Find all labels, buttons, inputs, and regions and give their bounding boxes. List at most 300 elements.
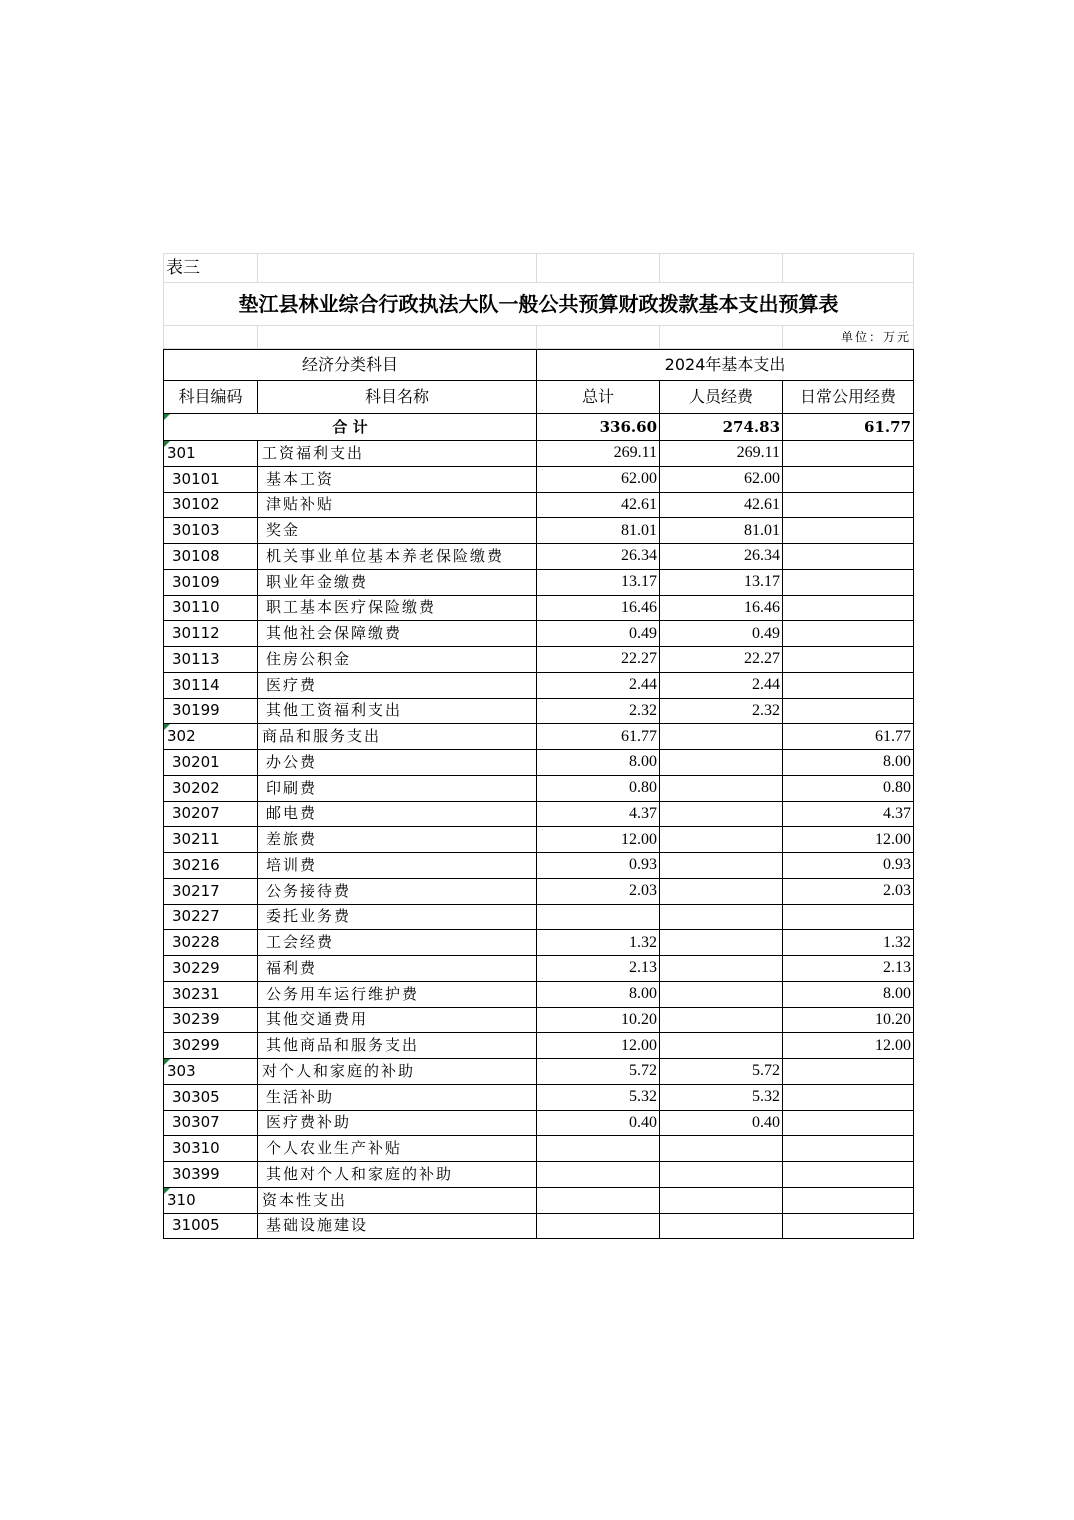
row-code [164, 544, 258, 570]
row-total [537, 1110, 660, 1136]
row-public [783, 698, 914, 724]
row-code-text: 310 [167, 1190, 196, 1209]
row-personnel [660, 750, 783, 776]
row-code-text: 30310 [172, 1139, 220, 1158]
row-code-text: 30102 [172, 495, 220, 514]
row-public [783, 1110, 914, 1136]
row-name [258, 698, 537, 724]
table-row [164, 956, 914, 982]
row-name-text: 其他工资福利支出 [266, 701, 403, 720]
table-row [164, 775, 914, 801]
row-personnel [660, 775, 783, 801]
row-name-text: 个人农业生产补贴 [266, 1139, 403, 1158]
row-total [537, 750, 660, 776]
row-code [164, 827, 258, 853]
row-code [164, 441, 258, 467]
row-total [537, 1033, 660, 1059]
row-total [537, 904, 660, 930]
row-public [783, 1033, 914, 1059]
row-total-text: 42.61 [621, 495, 658, 513]
row-total-text: 2.03 [629, 882, 658, 900]
row-total [537, 647, 660, 673]
row-personnel [660, 621, 783, 647]
row-total-text: 26.34 [621, 547, 658, 565]
table-row [164, 698, 914, 724]
unit-label: 单位：万元 [783, 326, 914, 349]
table-row [164, 1110, 914, 1136]
row-public [783, 827, 914, 853]
header-econ-class: 经济分类科目 [164, 350, 537, 381]
header-total: 总计 [537, 381, 660, 414]
row-code [164, 956, 258, 982]
row-code [164, 801, 258, 827]
table-row [164, 1136, 914, 1162]
row-public [783, 930, 914, 956]
row-personnel-text: 5.32 [752, 1088, 781, 1106]
row-code-text: 31005 [172, 1216, 220, 1235]
row-code [164, 1213, 258, 1239]
row-public [783, 595, 914, 621]
row-code [164, 1033, 258, 1059]
row-public-text: 8.00 [883, 985, 912, 1003]
row-name-text: 生活补助 [266, 1087, 335, 1106]
row-code-text: 30399 [172, 1164, 220, 1183]
row-personnel [660, 1213, 783, 1239]
table-label: 表三 [164, 254, 258, 283]
row-personnel [660, 441, 783, 467]
row-code-text: 30231 [172, 984, 220, 1003]
row-name-text: 福利费 [266, 958, 318, 977]
row-total-text: 5.72 [629, 1062, 658, 1080]
table-row [164, 1187, 914, 1213]
row-name [258, 1110, 537, 1136]
row-total-text: 1.32 [629, 933, 658, 951]
table-row [164, 466, 914, 492]
row-public-text: 10.20 [875, 1010, 912, 1028]
row-name-text: 差旅费 [266, 830, 318, 849]
total-row [164, 414, 914, 441]
row-total-text: 62.00 [621, 470, 658, 488]
table-row [164, 904, 914, 930]
row-code [164, 750, 258, 776]
row-name [258, 647, 537, 673]
row-total-text: 12.00 [621, 830, 658, 848]
row-public [783, 956, 914, 982]
row-personnel [660, 569, 783, 595]
row-public [783, 518, 914, 544]
row-total-text: 13.17 [621, 573, 658, 591]
header-personnel: 人员经费 [660, 381, 783, 414]
row-name [258, 801, 537, 827]
row-personnel [660, 930, 783, 956]
row-personnel-text: 0.40 [752, 1113, 781, 1131]
row-name-text: 基础设施建设 [266, 1216, 369, 1235]
row-personnel-text: 62.00 [744, 470, 781, 488]
row-name-text: 奖金 [266, 521, 301, 540]
table-row [164, 672, 914, 698]
row-total [537, 492, 660, 518]
row-total [537, 1187, 660, 1213]
row-name [258, 853, 537, 879]
row-personnel-text: 42.61 [744, 495, 781, 513]
row-personnel [660, 904, 783, 930]
row-total [537, 544, 660, 570]
row-personnel [660, 544, 783, 570]
row-code [164, 1084, 258, 1110]
row-code [164, 621, 258, 647]
total-label [164, 414, 537, 441]
row-name-text: 其他对个人和家庭的补助 [266, 1164, 454, 1183]
row-public [783, 750, 914, 776]
row-public [783, 544, 914, 570]
table-row [164, 827, 914, 853]
total-public: 61.77 [783, 414, 914, 441]
row-total [537, 1007, 660, 1033]
row-public [783, 853, 914, 879]
row-public-text: 61.77 [875, 727, 912, 745]
row-name [258, 750, 537, 776]
header-public: 日常公用经费 [783, 381, 914, 414]
table-row [164, 1084, 914, 1110]
row-name [258, 724, 537, 750]
row-total-text: 5.32 [629, 1088, 658, 1106]
row-total-text: 12.00 [621, 1036, 658, 1054]
row-name-text: 其他社会保障缴费 [266, 624, 403, 643]
row-public [783, 981, 914, 1007]
row-public-text: 0.93 [883, 856, 912, 874]
row-total [537, 981, 660, 1007]
row-code-text: 30109 [172, 572, 220, 591]
row-total-text: 269.11 [613, 444, 658, 462]
row-total [537, 1136, 660, 1162]
row-name-text: 对个人和家庭的补助 [262, 1061, 416, 1080]
row-public [783, 1187, 914, 1213]
row-personnel-text: 269.11 [736, 444, 781, 462]
row-public [783, 672, 914, 698]
table-row [164, 750, 914, 776]
row-name [258, 1059, 537, 1085]
row-name-text: 职业年金缴费 [266, 572, 369, 591]
header-year-group: 2024年基本支出 [537, 350, 914, 381]
row-total [537, 569, 660, 595]
header-name: 科目名称 [258, 381, 537, 414]
total-total: 336.60 [537, 414, 660, 441]
row-total [537, 1059, 660, 1085]
row-total [537, 621, 660, 647]
row-public [783, 775, 914, 801]
row-name-text: 商品和服务支出 [262, 727, 382, 746]
row-name [258, 595, 537, 621]
row-code-text: 30211 [172, 830, 220, 849]
row-code-text: 30202 [172, 778, 220, 797]
row-personnel-text: 13.17 [744, 573, 781, 591]
row-personnel-text: 81.01 [744, 521, 781, 539]
row-personnel [660, 1059, 783, 1085]
row-name-text: 邮电费 [266, 804, 318, 823]
row-personnel [660, 981, 783, 1007]
table-row [164, 544, 914, 570]
row-name-text: 机关事业单位基本养老保险缴费 [266, 546, 505, 565]
row-code-text: 30217 [172, 881, 220, 900]
row-total-text: 2.32 [629, 701, 658, 719]
row-name-text: 培训费 [266, 855, 318, 874]
row-name [258, 1213, 537, 1239]
row-total [537, 775, 660, 801]
row-name-text: 津贴补贴 [266, 495, 335, 514]
row-code [164, 1059, 258, 1085]
row-name [258, 1162, 537, 1188]
row-name-text: 工资福利支出 [262, 443, 365, 462]
row-code-text: 30110 [172, 598, 220, 617]
row-code-text: 30229 [172, 958, 220, 977]
row-personnel [660, 1162, 783, 1188]
row-name [258, 672, 537, 698]
cell-marker-icon [164, 414, 170, 420]
row-personnel [660, 956, 783, 982]
row-total [537, 698, 660, 724]
table-row [164, 1033, 914, 1059]
row-code [164, 981, 258, 1007]
row-name [258, 544, 537, 570]
row-personnel [660, 647, 783, 673]
row-total [537, 853, 660, 879]
row-public [783, 621, 914, 647]
page-title: 垫江县林业综合行政执法大队一般公共预算财政拨款基本支出预算表 [164, 283, 914, 326]
row-code-text: 30227 [172, 907, 220, 926]
row-public [783, 1162, 914, 1188]
row-personnel [660, 518, 783, 544]
row-name [258, 956, 537, 982]
row-public-text: 8.00 [883, 753, 912, 771]
row-public-text: 4.37 [883, 804, 912, 822]
row-public [783, 466, 914, 492]
row-code-text: 30307 [172, 1113, 220, 1132]
table-row [164, 1007, 914, 1033]
table-row [164, 441, 914, 467]
row-total-text: 81.01 [621, 521, 658, 539]
table-row [164, 647, 914, 673]
row-total-text: 0.49 [629, 624, 658, 642]
row-total-text: 2.13 [629, 959, 658, 977]
table-row [164, 1162, 914, 1188]
row-name [258, 1136, 537, 1162]
row-personnel [660, 1136, 783, 1162]
row-public [783, 1084, 914, 1110]
row-code [164, 492, 258, 518]
row-personnel [660, 1187, 783, 1213]
row-code [164, 569, 258, 595]
row-total [537, 956, 660, 982]
row-public [783, 724, 914, 750]
row-code-text: 30108 [172, 546, 220, 565]
row-public [783, 1213, 914, 1239]
row-code [164, 853, 258, 879]
row-public-text: 0.80 [883, 779, 912, 797]
table-row [164, 801, 914, 827]
row-code-text: 30103 [172, 521, 220, 540]
row-name-text: 公务用车运行维护费 [266, 984, 420, 1003]
row-code [164, 672, 258, 698]
row-name [258, 492, 537, 518]
row-public-text: 2.13 [883, 959, 912, 977]
row-code [164, 466, 258, 492]
row-total-text: 2.44 [629, 676, 658, 694]
row-name [258, 1007, 537, 1033]
row-public [783, 1136, 914, 1162]
row-personnel-text: 0.49 [752, 624, 781, 642]
row-total-text: 61.77 [621, 727, 658, 745]
cell-marker-icon [164, 441, 170, 447]
budget-sheet [163, 253, 913, 1239]
row-name [258, 775, 537, 801]
row-code [164, 878, 258, 904]
row-personnel [660, 698, 783, 724]
row-code [164, 518, 258, 544]
row-public-text: 12.00 [875, 830, 912, 848]
row-personnel [660, 1007, 783, 1033]
row-code [164, 724, 258, 750]
row-name [258, 981, 537, 1007]
row-total [537, 724, 660, 750]
row-code [164, 1007, 258, 1033]
row-code-text: 30201 [172, 752, 220, 771]
row-total-text: 0.40 [629, 1113, 658, 1131]
row-code-text: 30112 [172, 624, 220, 643]
row-personnel-text: 2.32 [752, 701, 781, 719]
row-name [258, 1033, 537, 1059]
row-personnel-text: 26.34 [744, 547, 781, 565]
table-row [164, 1213, 914, 1239]
row-total [537, 930, 660, 956]
row-name [258, 827, 537, 853]
row-name-text: 医疗费补助 [266, 1113, 352, 1132]
row-name-text: 委托业务费 [266, 907, 352, 926]
row-code [164, 1187, 258, 1213]
row-name [258, 621, 537, 647]
row-code-text: 30101 [172, 469, 220, 488]
row-total-text: 0.93 [629, 856, 658, 874]
row-total-text: 16.46 [621, 598, 658, 616]
row-code-text: 303 [167, 1061, 196, 1080]
row-code-text: 30299 [172, 1036, 220, 1055]
row-total [537, 466, 660, 492]
row-public [783, 1007, 914, 1033]
row-public [783, 904, 914, 930]
row-personnel [660, 466, 783, 492]
row-total-text: 4.37 [629, 804, 658, 822]
row-public [783, 569, 914, 595]
row-personnel [660, 1110, 783, 1136]
sheet-header [163, 253, 914, 349]
table-row [164, 492, 914, 518]
row-name-text: 工会经费 [266, 933, 335, 952]
row-total-text: 10.20 [621, 1010, 658, 1028]
row-code-text: 30114 [172, 675, 220, 694]
row-name-text: 其他交通费用 [266, 1010, 369, 1029]
row-code [164, 1162, 258, 1188]
row-name [258, 1187, 537, 1213]
row-name-text: 基本工资 [266, 469, 335, 488]
row-name [258, 904, 537, 930]
row-personnel [660, 724, 783, 750]
row-total [537, 878, 660, 904]
cell-marker-icon [164, 724, 170, 730]
row-name-text: 公务接待费 [266, 881, 352, 900]
row-name-text: 印刷费 [266, 778, 318, 797]
row-code-text: 30228 [172, 933, 220, 952]
row-total [537, 595, 660, 621]
row-personnel [660, 492, 783, 518]
row-code [164, 930, 258, 956]
row-code [164, 698, 258, 724]
row-code [164, 775, 258, 801]
row-public [783, 878, 914, 904]
table-row [164, 595, 914, 621]
row-code [164, 1110, 258, 1136]
table-row [164, 621, 914, 647]
row-personnel [660, 672, 783, 698]
row-personnel [660, 827, 783, 853]
row-code-text: 30305 [172, 1087, 220, 1106]
row-code-text: 301 [167, 443, 196, 462]
table-row [164, 724, 914, 750]
table-row [164, 930, 914, 956]
row-total [537, 518, 660, 544]
table-row [164, 853, 914, 879]
cell-marker-icon [164, 1188, 170, 1194]
row-personnel-text: 16.46 [744, 598, 781, 616]
row-code-text: 30216 [172, 855, 220, 874]
row-total-text: 8.00 [629, 753, 658, 771]
row-public-text: 1.32 [883, 933, 912, 951]
row-code [164, 595, 258, 621]
row-public [783, 441, 914, 467]
row-name-text: 办公费 [266, 752, 318, 771]
row-public [783, 647, 914, 673]
row-personnel [660, 595, 783, 621]
row-code-text: 30113 [172, 649, 220, 668]
row-name-text: 其他商品和服务支出 [266, 1036, 420, 1055]
row-personnel-text: 22.27 [744, 650, 781, 668]
row-total [537, 1162, 660, 1188]
row-name [258, 878, 537, 904]
row-code [164, 647, 258, 673]
row-personnel [660, 1033, 783, 1059]
row-total [537, 827, 660, 853]
row-code [164, 904, 258, 930]
row-code-text: 30199 [172, 701, 220, 720]
row-total-text: 0.80 [629, 779, 658, 797]
row-name [258, 466, 537, 492]
row-total [537, 441, 660, 467]
row-name-text: 住房公积金 [266, 649, 352, 668]
table-row [164, 518, 914, 544]
row-name-text: 医疗费 [266, 675, 318, 694]
table-row [164, 981, 914, 1007]
row-total-text: 8.00 [629, 985, 658, 1003]
row-name [258, 569, 537, 595]
row-name-text: 职工基本医疗保险缴费 [266, 598, 437, 617]
row-total [537, 801, 660, 827]
row-total [537, 1213, 660, 1239]
row-public [783, 801, 914, 827]
row-total [537, 1084, 660, 1110]
row-personnel [660, 801, 783, 827]
total-label-text: 合 计 [332, 417, 368, 436]
row-code-text: 30239 [172, 1010, 220, 1029]
row-personnel [660, 1084, 783, 1110]
row-name [258, 1084, 537, 1110]
